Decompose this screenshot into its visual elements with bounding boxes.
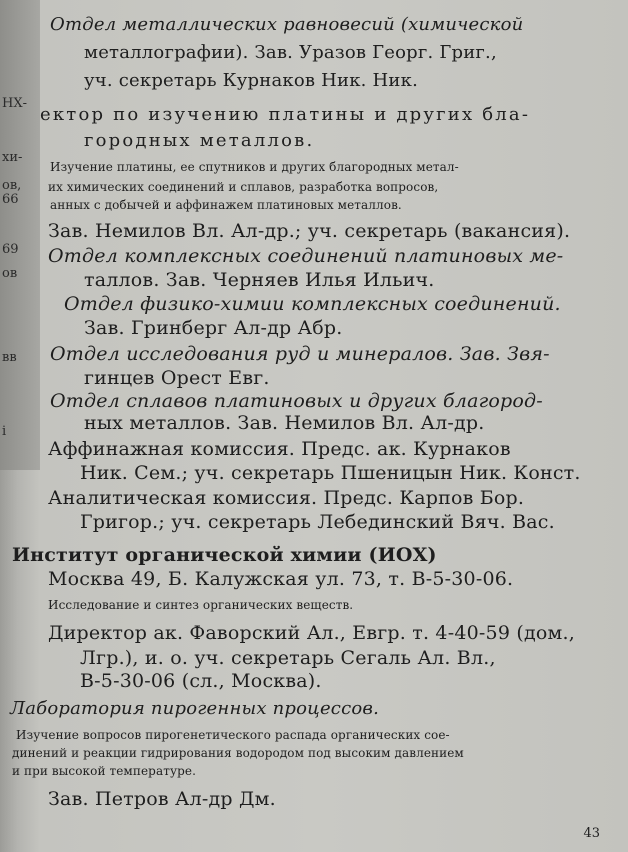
margin-fragment: i [2, 424, 7, 439]
text-line: динений и реакции гидрирования водородом под высоким давлением [12, 746, 464, 760]
institute-heading: Институт органической химии (ИОХ) [12, 544, 437, 566]
margin-fragment: вв [2, 350, 17, 365]
text-line: Зав. Петров Ал-др Дм. [48, 788, 276, 810]
text-line: Директор ак. Фаворский Ал., Евгр. т. 4-40-59 (дом., [48, 622, 575, 644]
text-line: Изучение вопросов пирогенетического распада органических сое- [16, 728, 450, 742]
margin-fragment: ов [2, 266, 18, 281]
text-line: Изучение платины, ее спутников и других благородных метал- [50, 160, 459, 174]
text-line: таллов. Зав. Черняев Илья Ильич. [84, 269, 435, 291]
margin-fragment: 69 [2, 242, 19, 257]
text-line: ных металлов. Зав. Немилов Вл. Ал-др. [84, 412, 485, 434]
text-line: Зав. Гринберг Ал-др Абр. [84, 317, 343, 339]
page-number: 43 [583, 826, 600, 841]
laboratory-heading: Лаборатория пирогенных процессов. [10, 698, 379, 719]
text-line: Москва 49, Б. Калужская ул. 73, т. В-5-30-06. [48, 568, 514, 590]
text-line: Лгр.), и. о. уч. секретарь Сегаль Ал. Вл., [80, 647, 496, 669]
text-line: Аффинажная комиссия. Предс. ак. Курнаков [48, 438, 511, 460]
text-line: уч. секретарь Курнаков Ник. Ник. [84, 70, 418, 91]
margin-fragment: 66 [2, 192, 19, 207]
section-heading: ектор по изучению платины и других бла- [40, 104, 531, 125]
text-line: Отдел металлических равновесий (химической [50, 14, 524, 35]
text-line: Отдел сплавов платиновых и других благород- [50, 390, 543, 412]
text-line: Исследование и синтез органических веществ. [48, 598, 354, 612]
text-line: Аналитическая комиссия. Предс. Карпов Бор. [48, 487, 525, 509]
margin-fragment: НХ- [2, 96, 27, 111]
text-line: гинцев Орест Евг. [84, 367, 270, 389]
adjacent-page-margin [0, 0, 40, 470]
section-heading: городных металлов. [84, 130, 315, 151]
text-line: Зав. Немилов Вл. Ал-др.; уч. секретарь (вакансия). [48, 220, 571, 242]
text-line: Отдел физико-химии комплексных соединений. [64, 293, 561, 315]
text-line: и при высокой температуре. [12, 764, 197, 778]
text-line: металлографии). Зав. Уразов Георг. Григ., [84, 42, 497, 63]
text-line: Григор.; уч. секретарь Лебединский Вяч. Вас. [80, 511, 555, 533]
text-line: В-5-30-06 (сл., Москва). [80, 670, 322, 692]
text-line: Ник. Сем.; уч. секретарь Пшеницын Ник. Конст. [80, 462, 581, 484]
text-line: Отдел комплексных соединений платиновых ме- [48, 245, 564, 267]
margin-fragment: ов, [2, 178, 22, 193]
text-line: анных с добычей и аффинажем платиновых металлов. [50, 198, 402, 212]
margin-fragment: хи- [2, 150, 23, 165]
text-line: их химических соединений и сплавов, разработка вопросов, [48, 180, 439, 194]
text-line: Отдел исследования руд и минералов. Зав. Звя- [50, 343, 550, 365]
